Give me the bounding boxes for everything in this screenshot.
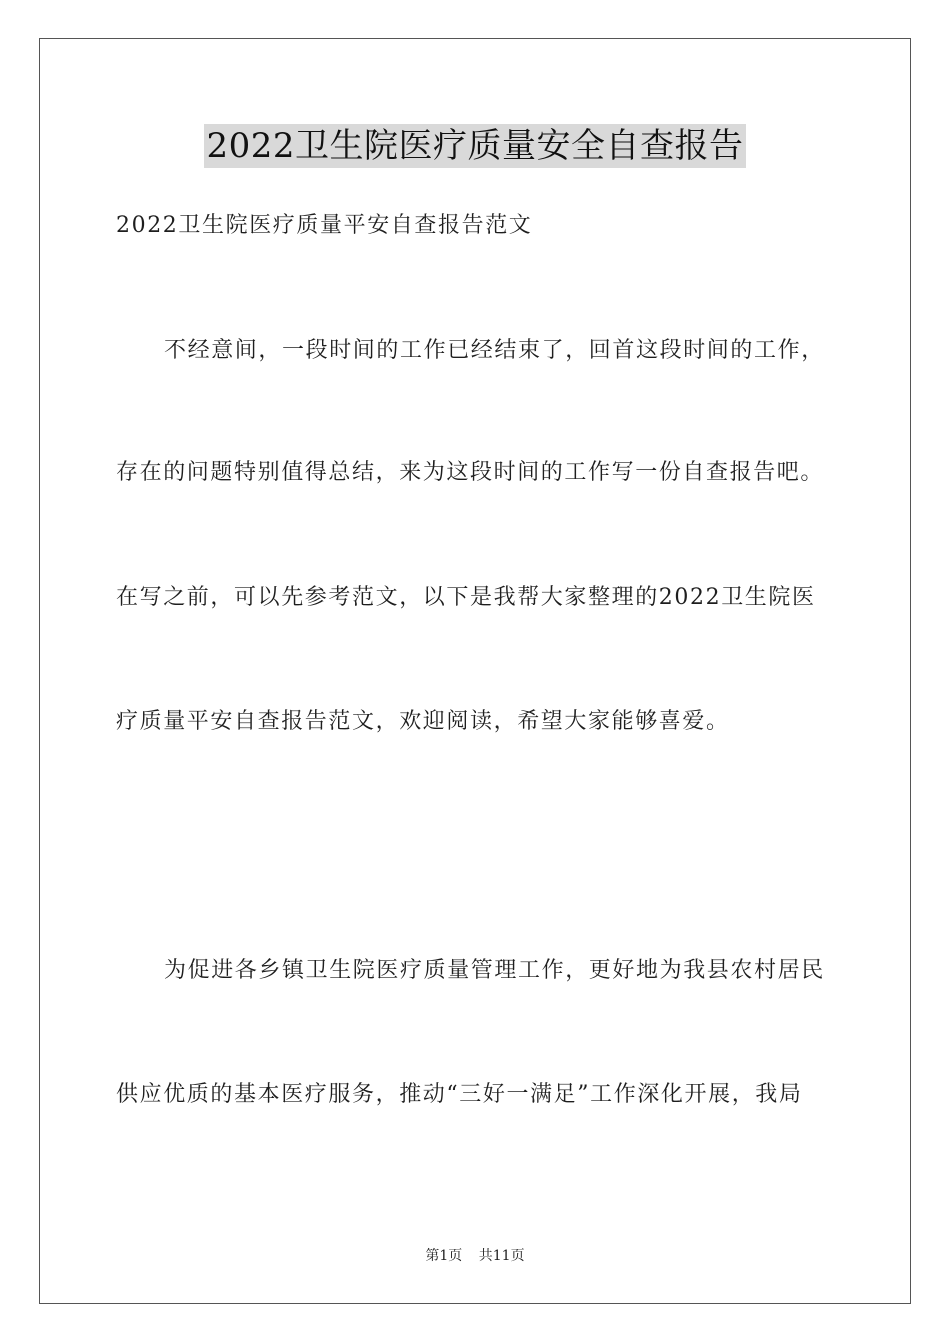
paragraph-line-6: 供应优质的基本医疗服务，推动“三好一满足”工作深化开展，我局 (116, 1082, 803, 1107)
page-number-current: 第1页 (425, 1248, 463, 1264)
paragraph-line-4: 疗质量平安自查报告范文，欢迎阅读，希望大家能够喜爱。 (116, 709, 730, 734)
paragraph-line-3: 在写之前，可以先参考范文，以下是我帮大家整理的2022卫生院医 (116, 585, 816, 610)
page-number-total: 共11页 (478, 1248, 525, 1264)
paragraph-line-5: 为促进各乡镇卫生院医疗质量管理工作，更好地为我县农村居民 (164, 958, 825, 983)
title-container (0, 124, 950, 168)
document-title: 2022卫生院医疗质量安全自查报告 (206, 126, 744, 166)
page-footer (0, 1246, 950, 1266)
paragraph-line-2: 存在的问题特别值得总结，来为这段时间的工作写一份自查报告吧。 (116, 460, 825, 485)
document-subtitle: 2022卫生院医疗质量平安自查报告范文 (116, 213, 533, 238)
paragraph-line-1: 不经意间，一段时间的工作已经结束了，回首这段时间的工作， (164, 338, 825, 363)
